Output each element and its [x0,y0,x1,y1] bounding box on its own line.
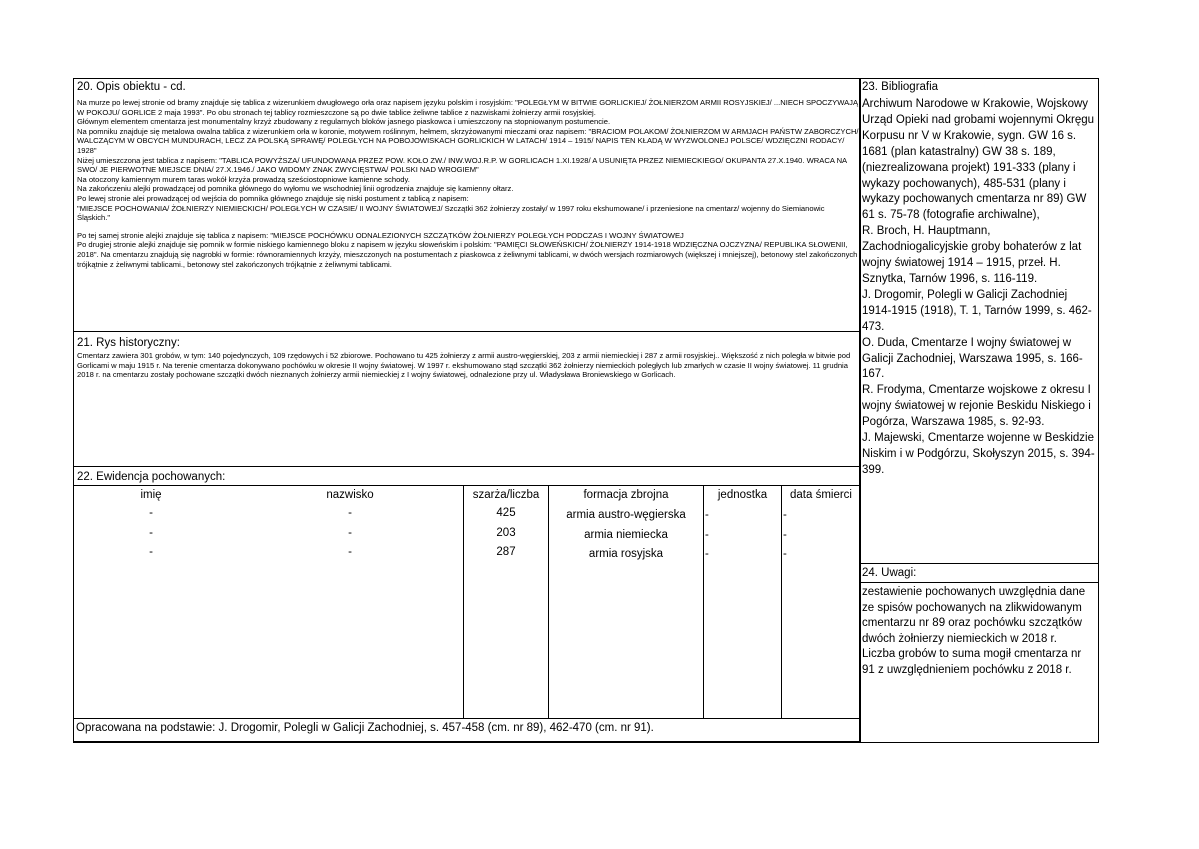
table-cell: - [783,548,787,560]
s20-paragraph: Na murze po lewej stronie od bramy znajduje się tablica z wizerunkiem dwugłowego orła oraz napisem języku polskim i rosyjskim: "POLEGŁYM W BITWIE GORLICKIEJ/ ŻOŁNIERZOM ARMII ROSYJSKIEJ/ ...NIECH SPOCZYWAJĄ W POKOJU/ GORLICE 2 maja 1993". Po obu stronach tej tablicy rozmieszczone są po dwie tablice żeliwne tablice z nazwiskami żołnierzy armii rosyjskiej. [77,98,859,117]
bibliography-line: wojny światowej w rejonie Beskidu Niskiego i [862,400,1091,413]
section-23-title: 23. Bibliografia [862,81,939,93]
bibliography-line: wykazy pochowanych), 485-531 (plany i [862,177,1066,190]
bibliography-line: O. Duda, Cmentarze I wojny światowej w [862,336,1071,349]
table-cell: 203 [496,527,516,539]
table-cell: - [149,527,153,539]
table-cell: - [705,509,709,521]
section-24-title: 24. Uwagi: [862,567,917,579]
remarks-line: ze spisów pochowanych na zlikwidowanym [862,601,1082,614]
bibliography-line: Zachodniogalicyjskie groby bohaterów z lat [862,241,1082,254]
section-21-body: Cmentarz zawiera 301 grobów, w tym: 140 pojedynczych, 109 rzędowych i 52 zbiorowe. Pochowano tu 425 żołnierzy z armii austro-węgierskiej, 203 z armii niemieckiej i 287 z armii rosyjskiej.. Większość z nich poległa w bitwie pod Gorlicami w maju 1915 r. Na terenie cmentarza dokonywano pochówku w okresie II wojny światowej. W 1997 r. ekshumowano stąd szczątki 362 żołnierzy niemieckich poległych lub zmarłych w czasie II wojny światowej. 11 grudnia 2018 r. na cmentarzu zostały pochowane szczątki dwóch nieznanych żołnierzy armii niemieckiej z I wojny światowej, odnalezione przy ul. Władysława Broniewskiego w Gorlicach. [77,351,851,380]
s20-paragraph: Na pomniku znajduje się metalowa owalna tablica z wizerunkiem orła w koronie, motywem roślinnym, hełmem, skrzyżowanymi mieczami oraz napisem: "BRACIOM POLAKOM/ ŻOŁNIERZOM W ARMJACH PAŃSTW ZABORCZYCH/ WALCZĄCYM W OBCYCH MUNDURACH, LECZ ZA POLSKĄ SPRAWĘ/ POLEGŁYCH NA POBOJOWISKACH GORLICKICH W LATACH/ 1914 – 1915/ NAPIS TEN KŁADĄ W WYZWOLONEJ POLSCE/ WDZIĘCZNI RODACY/ 1928" [77,126,859,155]
bibliography-line: 1681 (plan katastralny) GW 38 s. 189, [862,145,1056,158]
col-sep [463,486,464,718]
remarks-line: dwóch żołnierzy niemieckich w 2018 r. [862,632,1057,645]
table-cell: armia rosyjska [588,548,664,560]
col-header-surname: nazwisko [326,489,374,501]
col-sep [703,486,704,718]
section-21-title: 21. Rys historyczny: [77,337,180,349]
remarks-text [862,585,1098,679]
s20-paragraph: Po lewej stronie alei prowadzącej od wejścia do pomnika głównego znajduje się niski postument z tablicą z napisem: [77,193,469,203]
bibliography-line: Korpusu nr V w Krakowie, sygn. GW 16 s. [862,129,1077,142]
bibliography-line: 167. [862,368,885,381]
table-cell: armia niemiecka [584,529,668,541]
col-header-formation: formacja zbrojna [583,489,669,501]
bibliography-line: 473. [862,320,885,333]
bibliography-line: R. Frodyma, Cmentarze wojskowe z okresu I [862,384,1091,397]
col-header-unit: jednostka [717,489,768,501]
section-22-title: 22. Ewidencja pochowanych: [77,471,226,483]
table-cell: - [705,529,709,541]
bibliography-line: wojny światowej 1914 – 1915, przeł. H. [862,257,1061,270]
s20-paragraph: Po drugiej stronie alejki znajduje się pomnik w formie niskiego kamiennego bloku z napisem w języku słoweńskim i polskim: "PAMIĘCI SŁOWEŃSKICH/ ŻOŁNIERZY 1914-1918 WDZIĘCZNA OJCZYZNA/ REPUBLIKA SŁOWENII, 2018". Na cmentarzu znajdują się nagrobki w formie: równoramiennych krzyży, mieszczonych na postumentach z piaskowca z żeliwnymi tablicami, w dwóch wersjach rozmiarowych (większej i mniejszej), betonowy stel zakończonych trójkątnie z żeliwnymi tablicami., betonowy stel zakończonych trójkątnie z żeliwnymi tablicami. [77,240,858,269]
divider-table-footer [73,718,861,719]
table-footer-source: Opracowana na podstawie: J. Drogomir, Polegli w Galicji Zachodniej, s. 457-458 (cm. nr 89), 462-470 (cm. nr 91). [76,722,654,734]
col-header-rank: szarża/liczba [472,489,540,501]
bibliography-line: 1914-1915 (1918), T. 1, Tarnów 1999, s. 462- [862,304,1092,317]
s20-paragraph: Po tej samej stronie alejki znajduje się tablica z napisem: "MIEJSCE POCHÓWKU ODNALEZIONYCH SZCZĄTKÓW ŻOŁNIERZY POLEGŁYCH PODCZAS I WOJNY ŚWIATOWEJ [77,230,684,240]
s20-paragraph: Na otoczony kamiennym murem taras wokół krzyża prowadzą sześciostopniowe kamienne schody. [77,174,410,184]
table-cell: - [348,527,352,539]
bibliography-line: J. Drogomir, Polegli w Galicji Zachodniej [862,288,1068,301]
table-cell: - [783,529,787,541]
s20-paragraph [77,223,859,231]
table-cell: - [705,548,709,560]
divider-20-21 [73,331,861,332]
bibliography-line: (niezrealizowana projekt) 191-333 (plany i [862,161,1076,174]
bibliography-line: 61 s. 75-78 (fotografie archiwalne), [862,209,1040,222]
s20-paragraph: "MIEJSCE POCHOWANIA/ ŻOŁNIERZY NIEMIECKICH/ POLEGŁYCH W CZASIE/ II WOJNY ŚWIATOWEJ/ Szczątki 362 żołnierzy zostały/ w 1997 roku ekshumowane/ i przeniesione na cmentarz/ wojenny do Siemianowic Śląskich." [77,203,825,223]
bibliography-line: Galicji Zachodniej, Warszawa 1995, s. 166- [862,352,1083,365]
bibliography-line: wykazy pochowanych cmentarza nr 89) GW [862,193,1087,206]
bibliography-list [862,97,1098,479]
table-cell: 425 [496,507,516,519]
table-cell: - [149,546,153,558]
section-20-body [77,98,859,269]
bibliography-line: R. Broch, H. Hauptmann, [862,225,991,238]
remarks-line: cmentarzu nr 89 oraz pochówku szczątków [862,617,1082,630]
col-sep [781,486,782,718]
bibliography-line: Urząd Opieki nad grobami wojennymi Okręgu [862,113,1095,126]
table-cell: 287 [496,546,516,558]
divider-23-24 [859,563,1099,564]
bibliography-line: 399. [862,463,885,476]
remarks-line: Liczba grobów to suma mogił cmentarza nr [862,648,1082,661]
col-header-death-date: data śmierci [790,489,852,501]
bibliography-line: Pogórza, Warszawa 1985, s. 92-93. [862,416,1045,429]
table-cell: - [348,507,352,519]
col-header-first-name: imię [140,489,162,501]
remarks-line: zestawienie pochowanych uwzględnia dane [862,586,1086,598]
bibliography-line: Niskim i w Podgórzu, Skołyszyn 2015, s. 394- [862,447,1095,460]
table-cell: - [149,507,153,519]
s20-paragraph: Na zakończeniu alejki prowadzącej od pomnika głównego do wyłomu we wschodniej linii ogrodzenia znajduje się kamienny ołtarz. [77,184,514,194]
table-top-rule [73,485,861,486]
s20-paragraph: Niżej umieszczona jest tablica z napisem: "TABLICA POWYŻSZA/ UFUNDOWANA PRZEZ POW. KOŁO ZW./ INW.WOJ.R.P. W GORLICACH 1.XI.1928/ A USUNIĘTA PRZEZ NIEMIECKIEGO/ OKUPANTA 27.X.1940. WRACA NA SWO/ JE PIERWOTNE MIEJSCE DNIA/ 27.X.1946./ JAKO WIDOMY ZNAK ZWYCIĘSTWA/ POLSKI NAD WROGIEM" [77,155,847,175]
bibliography-line: Archiwum Narodowe w Krakowie, Wojskowy [862,98,1089,110]
bibliography-line: Sznytka, Tarnów 1996, s. 116-119. [862,272,1038,285]
table-cell: - [783,509,787,521]
table-cell: - [348,546,352,558]
table-cell: armia austro-węgierska [566,509,686,521]
remarks-line: 91 z uwzględnieniem pochówku z 2018 r. [862,663,1072,676]
bibliography-line: J. Majewski, Cmentarze wojenne w Beskidzie [862,432,1095,445]
remarks-rule [859,582,1099,583]
section-20-title: 20. Opis obiektu - cd. [77,81,186,93]
s20-paragraph: Głównym elementem cmentarza jest monumentalny krzyż zbudowany z regularnych bloków jasnego piaskowca i umieszczony na stopniowanym postumencie. [77,117,611,127]
divider-21-22 [73,466,861,467]
